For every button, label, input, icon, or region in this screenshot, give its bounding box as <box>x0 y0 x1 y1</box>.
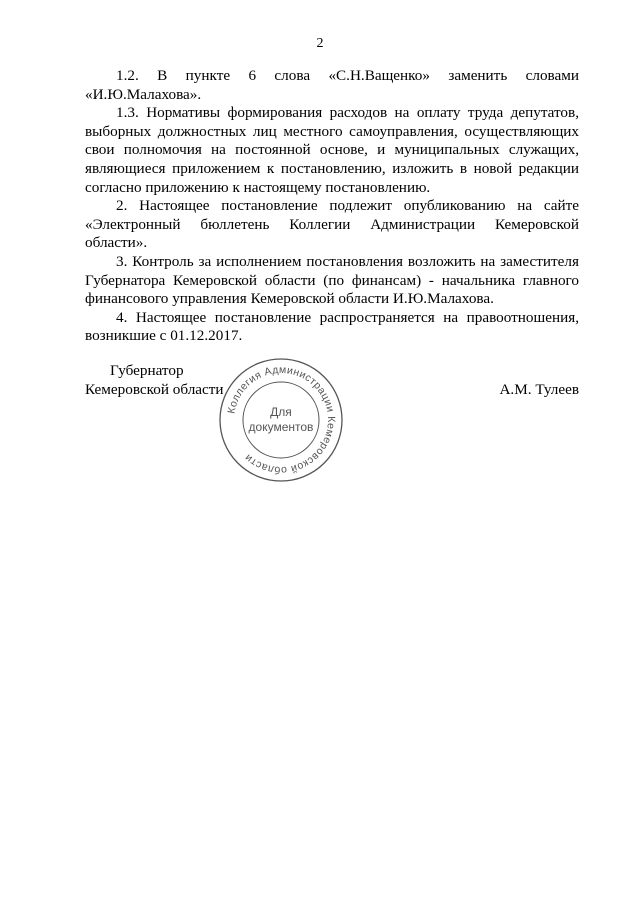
stamp-center-line1: Для <box>270 405 292 419</box>
paragraph-1-2: 1.2. В пункте 6 слова «С.Н.Ващенко» заменить словами «И.Ю.Малахова». <box>85 67 579 103</box>
page-number: 2 <box>316 36 324 51</box>
signer-title: Губернатор <box>110 362 184 379</box>
paragraph-1-3: 1.3. Нормативы формирования расходов на оплату труда депутатов, выборных должностных лиц местного самоуправления, осуществляющих свои полномочия на постоянной основе, и муниципальных служащих, являющиеся приложением к постановлению, изложить в новой редакции согласно приложению к настоящему постановлению. <box>85 104 579 196</box>
official-stamp <box>216 355 346 485</box>
document-body <box>85 67 579 346</box>
stamp-center-line2: документов <box>248 420 314 434</box>
paragraph-2: 2. Настоящее постановление подлежит опубликованию на сайте «Электронный бюллетень Коллегии Администрации Кемеровской области». <box>85 197 579 252</box>
stamp-ring-text: Коллегия Администрации Кемеровской области <box>225 363 338 477</box>
paragraph-3: 3. Контроль за исполнением постановления возложить на заместителя Губернатора Кемеровской области (по финансам) - начальника главного финансового управления Кемеровской области И.Ю.Малахова. <box>85 252 579 308</box>
signer-region: Кемеровской области <box>85 381 224 398</box>
paragraph-4: 4. Настоящее постановление распространяется на правоотношения, возникшие с 01.12.2017. <box>85 308 579 345</box>
signer-name: А.М. Тулеев <box>499 381 579 398</box>
